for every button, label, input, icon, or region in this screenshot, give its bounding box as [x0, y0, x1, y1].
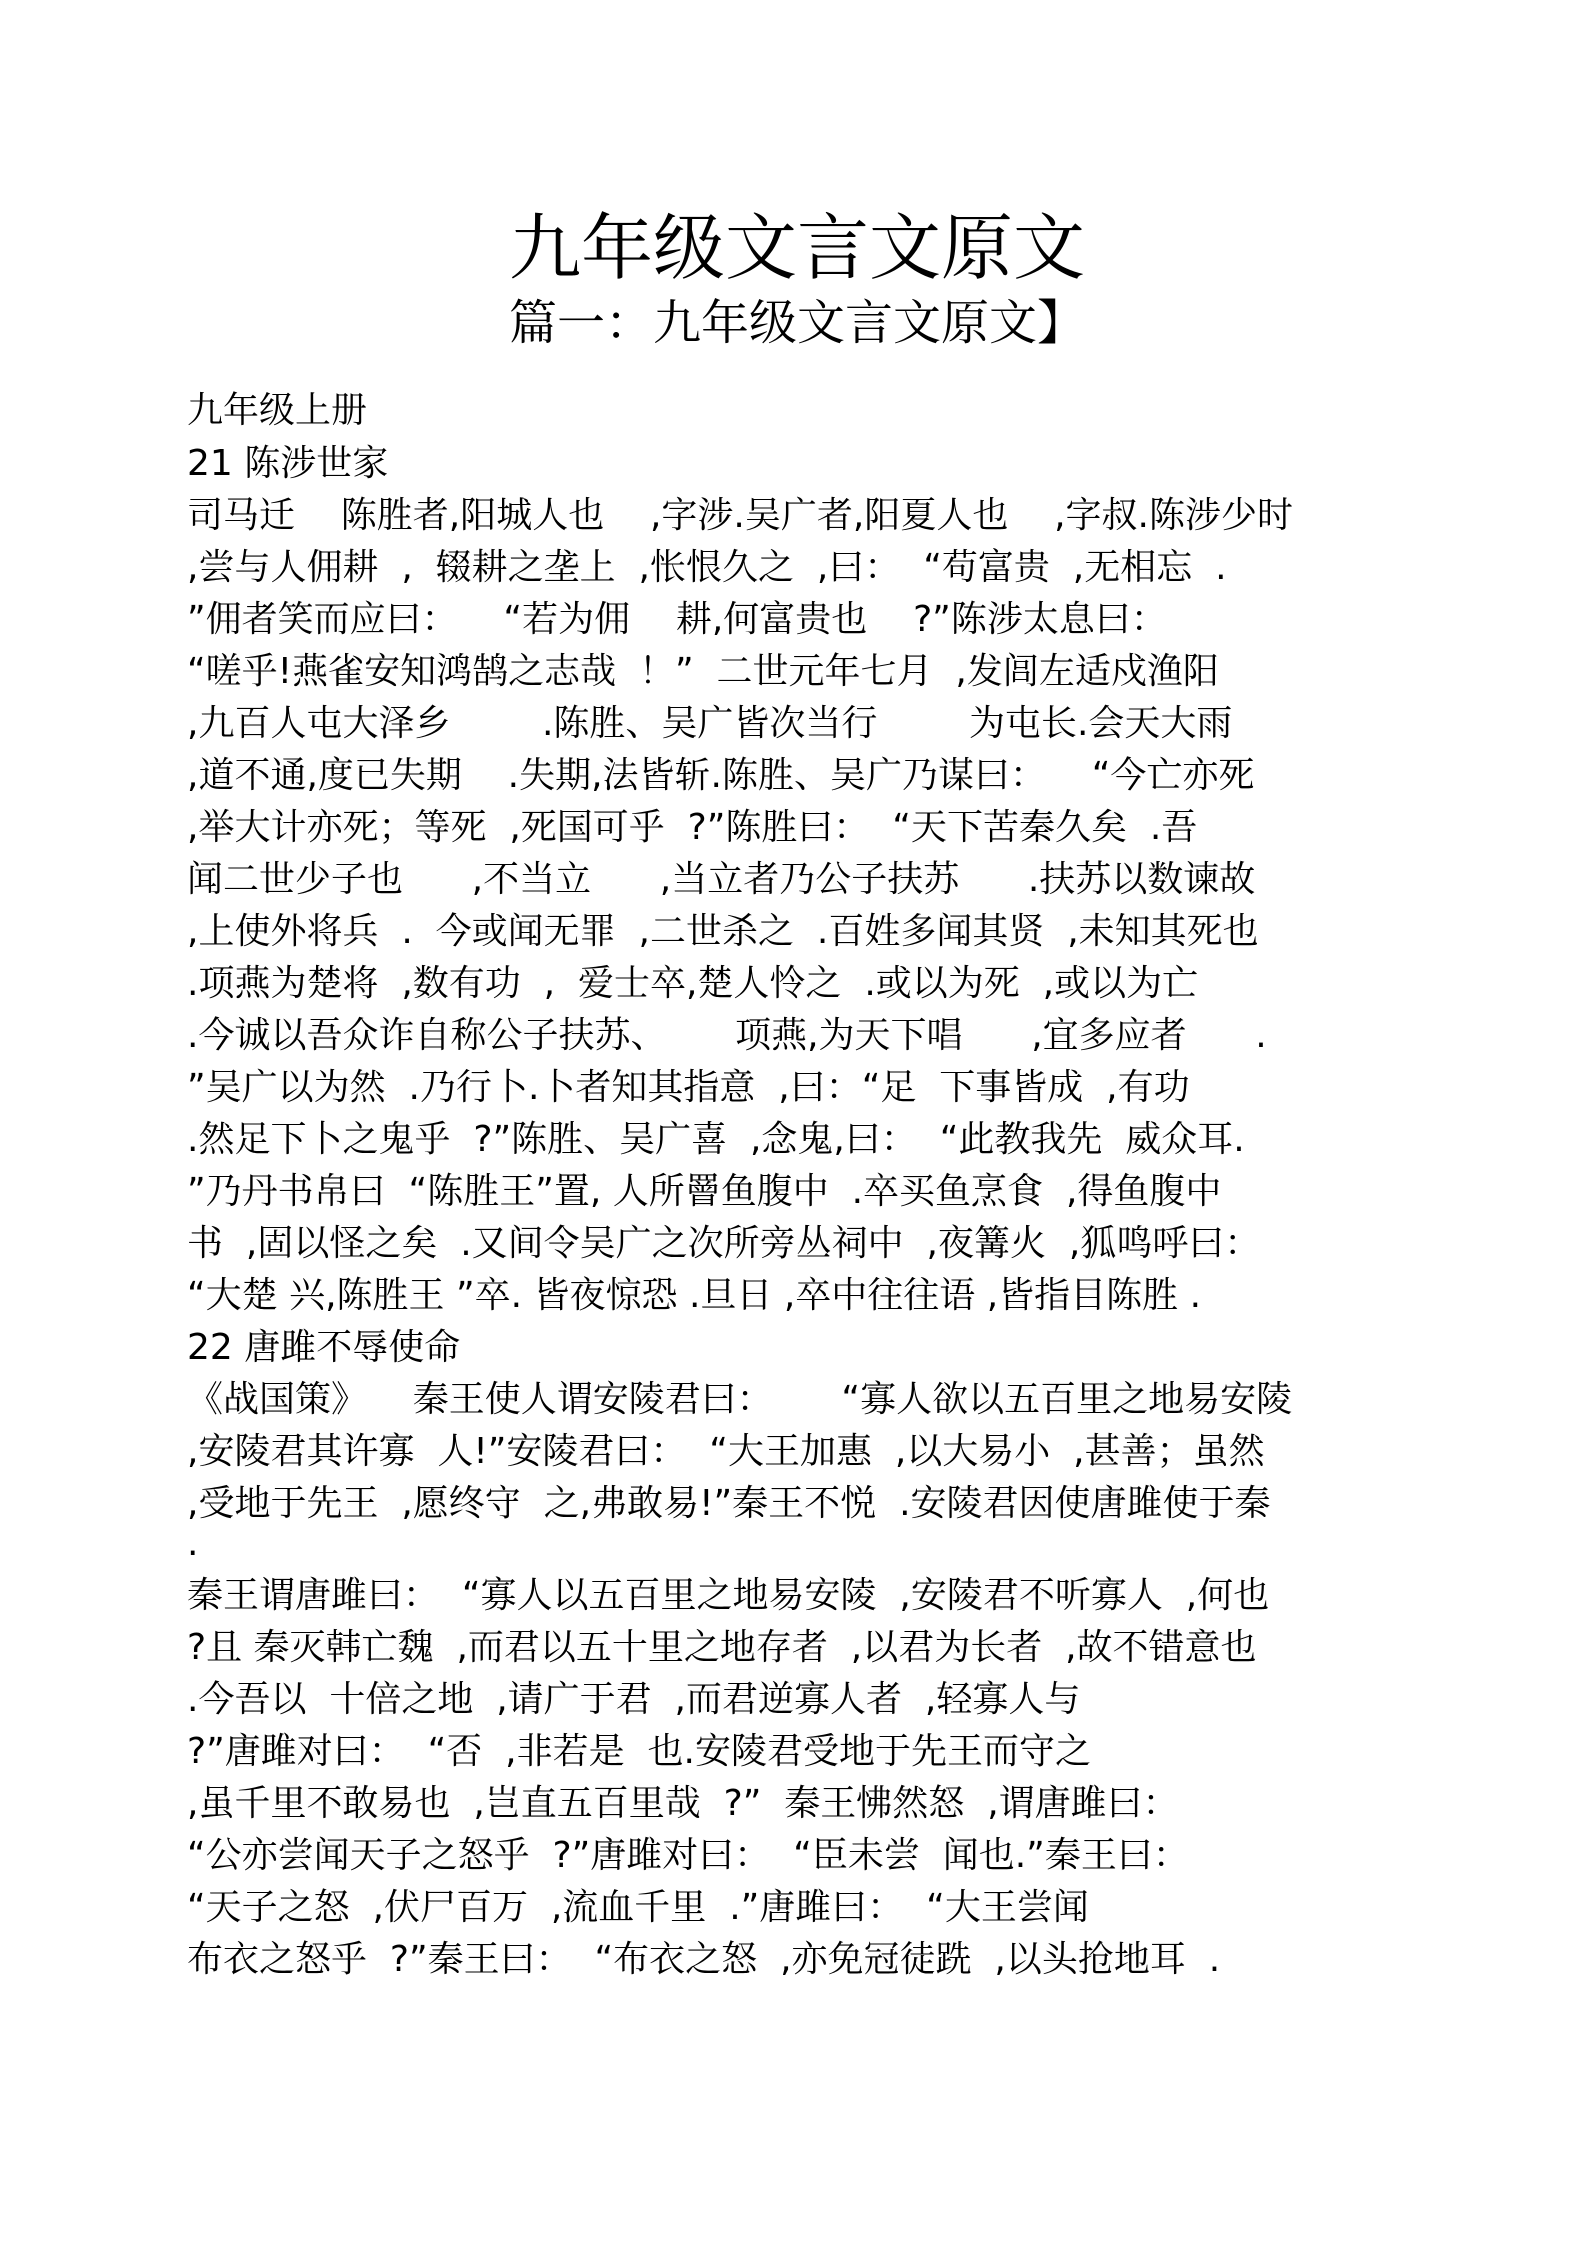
document-subtitle: 篇一：九年级文言文原文】 [508, 295, 1085, 351]
text-line: 闻二世少子也 ,不当立 ,当立者乃公子扶苏 .扶苏以数谏故 [187, 859, 1256, 900]
text-line: . [187, 1523, 199, 1564]
text-line: 布衣之怒乎 ?”秦王曰： “布衣之怒 ,亦免冠徒跣 ,以头抢地耳 . [187, 1939, 1221, 1980]
text-line: .今诚以吾众诈自称公子扶苏、 项燕,为天下唱 ,宜多应者 . [187, 1015, 1267, 1056]
text-line: 22 唐雎不辱使命 [187, 1327, 461, 1368]
text-line: ,上使外将兵 . 今或闻无罪 ,二世杀之 .百姓多闻其贤 ,未知其死也 [187, 911, 1259, 952]
text-line: 司马迁 陈胜者,阳城人也 ,字涉.吴广者,阳夏人也 ,字叔.陈涉少时 [187, 495, 1293, 536]
text-line: ?”唐雎对曰： “否 ,非若是 也.安陵君受地于先王而守之 [187, 1731, 1091, 1772]
text-line: ”佣者笑而应曰： “若为佣 耕,何富贵也 ?”陈涉太息曰： [187, 599, 1167, 640]
text-line: “嗟乎!燕雀安知鸿鹄之志哉 ！” 二世元年七月 ,发闾左适戍渔阳 [187, 651, 1219, 692]
text-line: .项燕为楚将 ,数有功 , 爱士卒,楚人怜之 .或以为死 ,或以为亡 [187, 963, 1199, 1004]
text-line: 书 ,固以怪之矣 .又间令吴广之次所旁丛祠中 ,夜篝火 ,狐鸣呼曰： [187, 1223, 1261, 1264]
text-line: ”乃丹书帛曰 “陈胜王”置, 人所罾鱼腹中 .卒买鱼烹食 ,得鱼腹中 [187, 1171, 1222, 1212]
document-title: 九年级文言文原文 [508, 206, 1085, 290]
text-line: “公亦尝闻天子之怒乎 ?”唐雎对曰： “臣未尝 闻也.”秦王曰： [187, 1835, 1189, 1876]
text-line: ,尝与人佣耕 , 辍耕之垄上 ,怅恨久之 ,曰： “苟富贵 ,无相忘 . [187, 547, 1227, 588]
text-line: 21 陈涉世家 [187, 443, 389, 484]
text-line: ,九百人屯大泽乡 .陈胜、吴广皆次当行 为屯长.会天大雨 [187, 703, 1233, 744]
text-line: 秦王谓唐雎曰： “寡人以五百里之地易安陵 ,安陵君不听寡人 ,何也 [187, 1575, 1270, 1616]
text-line: ,道不通,度已失期 .失期,法皆斩.陈胜、吴广乃谋曰： “今亡亦死 [187, 755, 1255, 796]
text-line: ,举大计亦死；等死 ,死国可乎 ?”陈胜曰： “天下苦秦久矣 .吾 [187, 807, 1198, 848]
text-line: ”吴广以为然 .乃行卜.卜者知其指意 ,曰：“足 下事皆成 ,有功 [187, 1067, 1190, 1108]
text-line: .今吾以 十倍之地 ,请广于君 ,而君逆寡人者 ,轻寡人与 [187, 1679, 1081, 1720]
text-line: “大楚 兴,陈胜王 ”卒. 皆夜惊恐 .旦日 ,卒中往往语 ,皆指目陈胜 . [187, 1275, 1202, 1316]
text-line: ,受地于先王 ,愿终守 之,弗敢易!”秦王不悦 .安陵君因使唐雎使于秦 [187, 1483, 1271, 1524]
text-line: ,安陵君其许寡 人!”安陵君曰： “大王加惠 ,以大易小 ,甚善；虽然 [187, 1431, 1265, 1472]
text-line: 《战国策》 秦王使人谓安陵君曰： “寡人欲以五百里之地易安陵 [187, 1379, 1293, 1420]
text-line: “天子之怒 ,伏尸百万 ,流血千里 .”唐雎曰： “大王尝闻 [187, 1887, 1089, 1928]
text-line: .然足下卜之鬼乎 ?”陈胜、吴广喜 ,念鬼,曰： “此教我先 威众耳. [187, 1119, 1245, 1160]
text-line: ,虽千里不敢易也 ,岂直五百里哉 ?” 秦王怫然怒 ,谓唐雎曰： [187, 1783, 1179, 1824]
text-line: ?且 秦灭韩亡魏 ,而君以五十里之地存者 ,以君为长者 ,故不错意也 [187, 1627, 1257, 1668]
text-line: 九年级上册 [187, 390, 368, 431]
